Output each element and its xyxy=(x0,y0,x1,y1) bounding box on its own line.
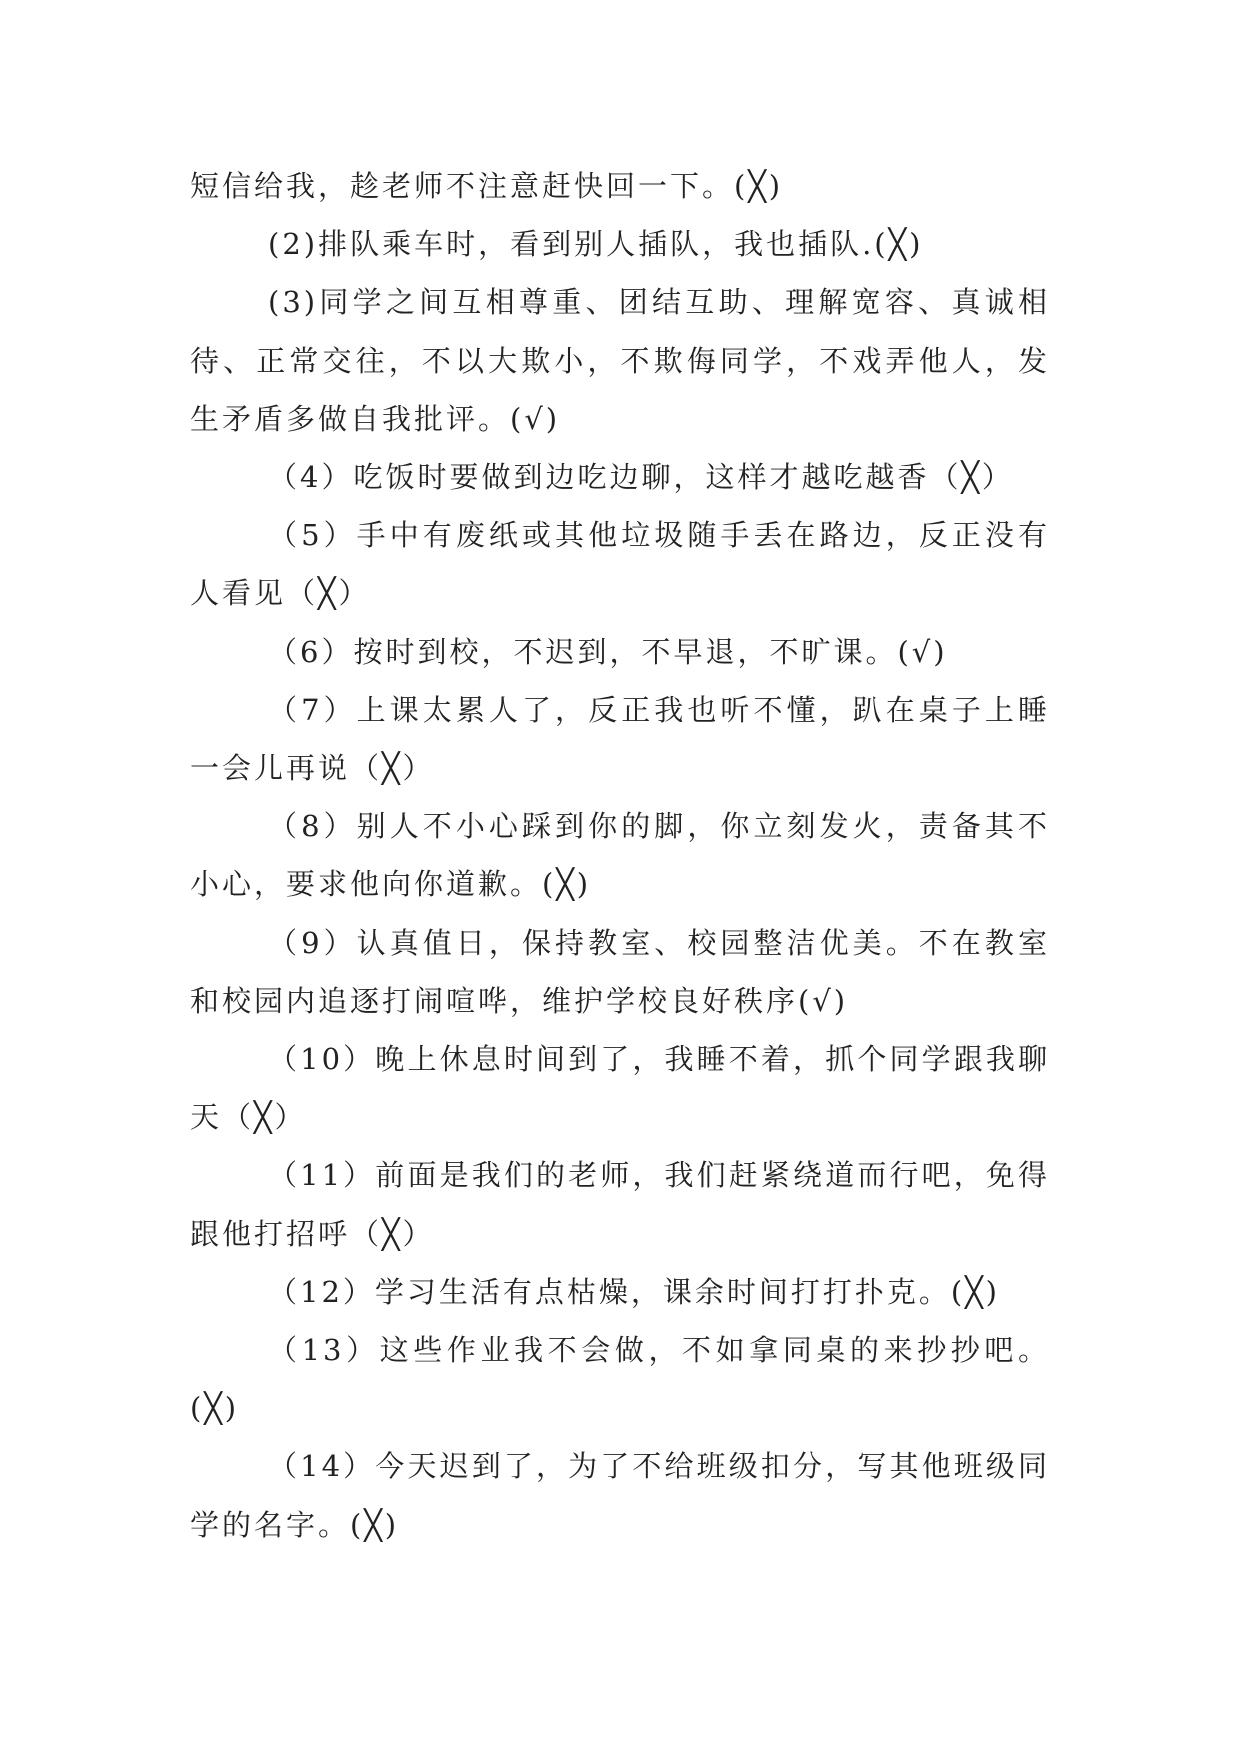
paragraph-item-5: （5）手中有废纸或其他垃圾随手丢在路边，反正没有人看见（╳） xyxy=(190,518,1050,611)
paragraph-item-7: （7）上课太累人了，反正我也听不懂，趴在桌子上睡一会儿再说（╳） xyxy=(190,692,1050,786)
paragraph-item-11: （11）前面是我们的老师，我们赶紧绕道而行吧，免得跟他打招呼（╳） xyxy=(190,1158,1050,1251)
paragraph-item-10: （10）晚上休息时间到了，我睡不着，抓个同学跟我聊天（╳） xyxy=(190,1042,1050,1135)
paragraph-item-9: （9）认真值日，保持教室、校园整洁优美。不在教室和校园内追逐打闹喧哗，维护学校良好秩序(√) xyxy=(190,925,1050,1018)
paragraph-continuation: 短信给我，趁老师不注意赶快回一下。(╳) xyxy=(190,169,784,203)
paragraph-item-2: (2)排队乘车时，看到别人插队，我也插队.(╳) xyxy=(268,227,924,262)
paragraph-item-3: (3)同学之间互相尊重、团结互助、理解宽容、真诚相待、正常交往，不以大欺小，不欺侮同学，不戏弄他人，发生矛盾多做自我批评。(√) xyxy=(190,285,1050,436)
paragraph-item-8: （8）别人不小心踩到你的脚，你立刻发火，责备其不小心，要求他向你道歉。(╳) xyxy=(190,809,1050,902)
paragraph-item-12: （12）学习生活有点枯燥，课余时间打打扑克。(╳) xyxy=(268,1274,1000,1309)
paragraph-item-14: （14）今天迟到了，为了不给班级扣分，写其他班级同学的名字。(╳) xyxy=(190,1449,1050,1542)
paragraph-item-4: （4）吃饭时要做到边吃边聊，这样才越吃越香（╳） xyxy=(268,460,1014,495)
document-body xyxy=(190,157,1050,1554)
paragraph-item-6: （6）按时到校，不迟到，不早退，不旷课。(√) xyxy=(268,634,948,669)
paragraph-item-13: （13）这些作业我不会做，不如拿同桌的来抄抄吧。(╳) xyxy=(190,1333,1050,1426)
